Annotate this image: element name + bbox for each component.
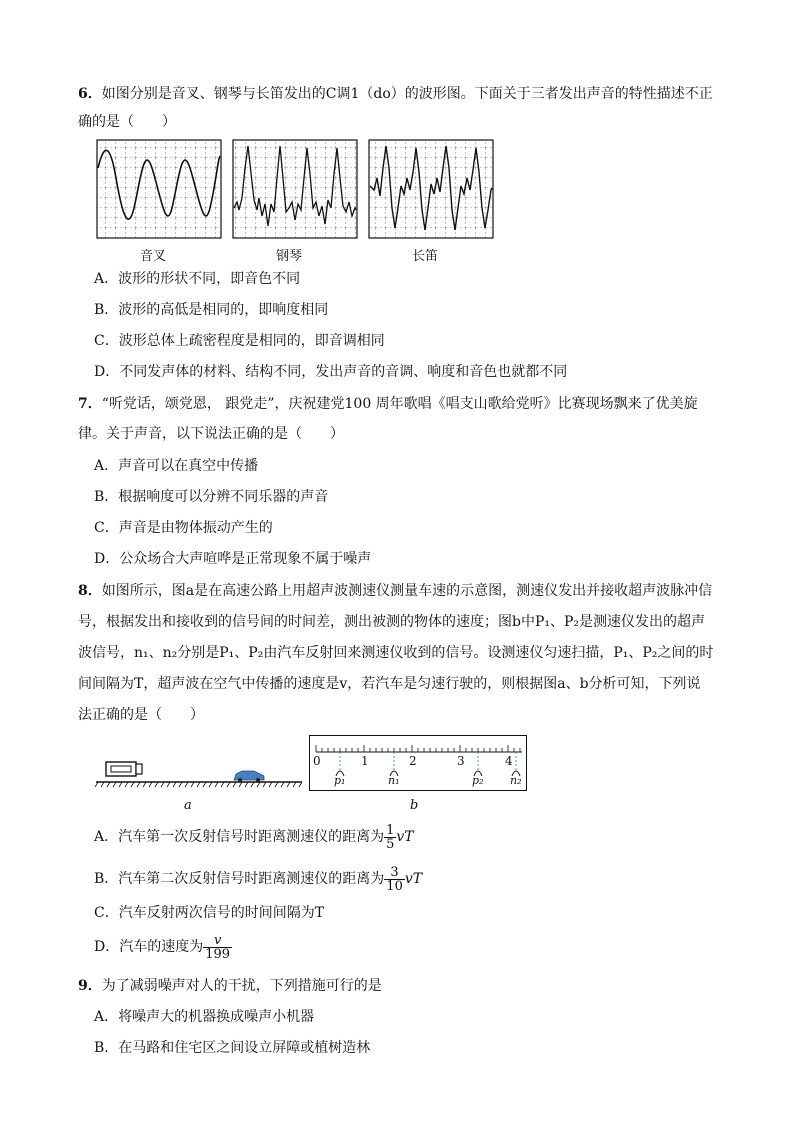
q7-option-b[interactable]: B．根据响度可以分辨不同乐器的声音	[94, 489, 329, 505]
fraction-denominator: 10	[386, 878, 403, 894]
q8-stem-line3: 波信号，n₁、n₂分别是P₁、P₂由汽车反射回来测速仪收到的信号。设测速仪匀速扫描，P₁、P₂之间的时	[78, 645, 714, 661]
scale-number-2: 2	[409, 754, 417, 768]
q8-stem-line5: 法正确的是（ ）	[78, 707, 204, 723]
piano-waveform	[233, 140, 357, 238]
q7-text-1: “听党话，颂党恩， 跟党走”，庆祝建党100 周年歌唱《唱支山歌给党听》比赛现场飘来了优美旋	[101, 396, 698, 412]
q8-text-1: 如图所示，图a是在高速公路上用超声波测速仪测量车速的示意图，测速仪发出并接收超声波脉冲信	[101, 583, 713, 599]
fraction-numerator: v	[213, 932, 222, 948]
fraction-v-199	[203, 934, 232, 961]
q8-option-c[interactable]: C．汽车反射两次信号的时间间隔为T	[94, 905, 325, 921]
mark-n1: n₁	[388, 774, 400, 787]
q7-stem-line2: 律。关于声音，以下说法正确的是（ ）	[78, 426, 344, 442]
q7-number: 7．	[78, 396, 102, 412]
piano-label: 钢琴	[275, 249, 302, 264]
flute-label: 长笛	[411, 249, 438, 264]
fraction-denominator: 5	[386, 836, 395, 852]
speed-gun-icon	[106, 762, 142, 776]
q8-option-b[interactable]	[94, 864, 422, 894]
scale-number-0: 0	[313, 754, 321, 768]
fraction-denominator: 199	[205, 946, 231, 962]
q8-figure-a	[94, 756, 304, 790]
road-surface	[95, 782, 302, 787]
q8-option-b-text: B．汽车第二次反射信号时距离测速仪的距离为	[94, 871, 385, 887]
scale-number-3: 3	[457, 754, 465, 768]
figure-a-label: a	[184, 798, 192, 813]
figure-b-label: b	[410, 798, 419, 813]
fraction-numerator: 1	[386, 822, 395, 838]
q6-waveform-figure	[96, 138, 496, 242]
q7-stem-line1	[78, 394, 698, 414]
q6-stem-line1	[78, 84, 713, 104]
q8-stem-line1	[78, 581, 712, 601]
tuning-fork-waveform	[97, 140, 221, 238]
q9-stem-line1	[78, 976, 382, 996]
q7-option-d[interactable]: D．公众场合大声喧哗是正常现象不属于噪声	[94, 551, 372, 567]
q8-option-a-vt: vT	[396, 829, 414, 845]
q8-option-a[interactable]	[94, 822, 414, 852]
q9-option-b[interactable]: B．在马路和住宅区之间设立屏障或植树造林	[94, 1040, 371, 1056]
car-icon	[234, 771, 264, 782]
q9-text-1: 为了减弱噪声对人的干扰，下列措施可行的是	[101, 978, 382, 994]
q6-option-b[interactable]: B．波形的高低是相同的，即响度相同	[94, 302, 329, 318]
q8-option-d[interactable]	[94, 932, 232, 962]
q9-number: 9．	[78, 978, 102, 994]
scale-number-1: 1	[361, 754, 369, 768]
q8-option-b-vt: vT	[404, 871, 423, 887]
q6-number: 6．	[78, 86, 102, 102]
q8-figure-b	[309, 735, 527, 791]
tuning-fork-label: 音叉	[139, 249, 166, 264]
q6-option-d[interactable]: D．不同发声体的材料、结构不同，发出声音的音调、响度和音色也就都不同	[94, 364, 568, 380]
mark-n2: n₂	[510, 774, 522, 787]
q6-option-c[interactable]: C．波形总体上疏密程度是相同的，即音调相同	[94, 333, 385, 349]
q7-option-c[interactable]: C．声音是由物体振动产生的	[94, 520, 273, 536]
flute-waveform	[369, 140, 493, 238]
q7-option-a[interactable]: A．声音可以在真空中传播	[94, 458, 259, 474]
q6-option-a[interactable]: A．波形的形状不同，即音色不同	[94, 271, 301, 287]
mark-p1: p₁	[334, 774, 346, 787]
fraction-numerator: 3	[390, 864, 399, 880]
fraction-1-5	[384, 824, 396, 851]
fraction-3-10	[384, 866, 405, 893]
q9-option-a[interactable]: A．将噪声大的机器换成噪声小机器	[94, 1009, 315, 1025]
scale-number-4: 4	[505, 754, 513, 768]
q6-stem-line2: 确的是（ ）	[78, 114, 176, 130]
q8-stem-line2: 号，根据发出和接收到的信号间的时间差，测出被测的物体的速度；图b中P₁、P₂是测速仪发出的超声	[78, 614, 706, 630]
q8-option-d-text: D．汽车的速度为	[94, 939, 204, 955]
mark-p2: p₂	[472, 774, 484, 787]
q8-stem-line4: 间间隔为T，超声波在空气中传播的速度是v，若汽车是匀速行驶的，则根据图a、b分析可知，下列说	[78, 676, 701, 692]
q8-number: 8．	[78, 583, 102, 599]
q8-option-a-text: A．汽车第一次反射信号时距离测速仪的距离为	[94, 829, 385, 845]
q6-text-1: 如图分别是音叉、钢琴与长笛发出的C调1（do）的波形图。下面关于三者发出声音的特性描述不正	[101, 86, 713, 102]
